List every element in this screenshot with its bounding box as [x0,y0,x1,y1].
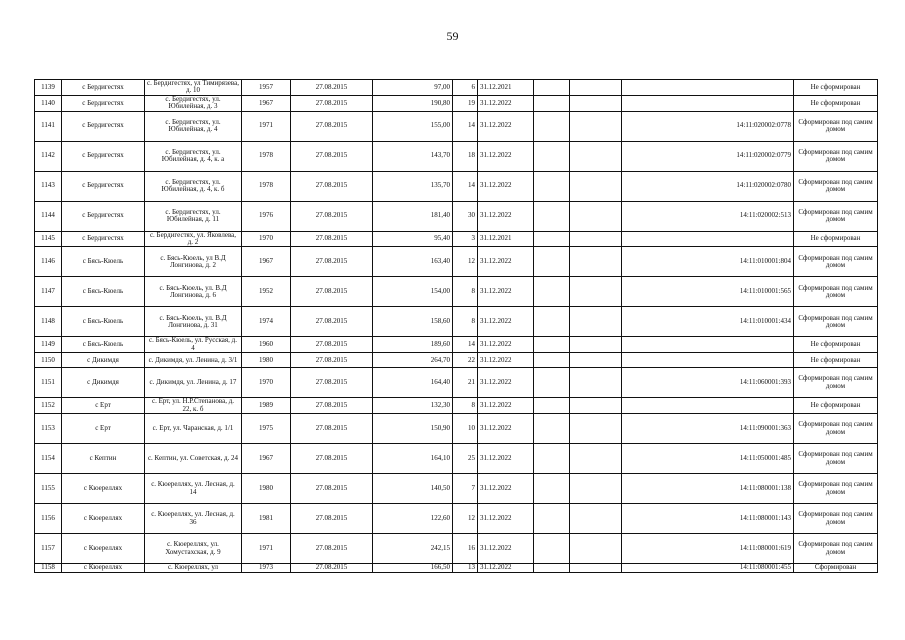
row-number-cell: 1155 [35,474,62,504]
address-cell: с. Ерт, ул. Чаранская, д. 1/1 [145,414,242,444]
count-cell: 14 [453,111,478,141]
count-cell: 19 [453,95,478,111]
count-cell: 14 [453,171,478,201]
empty-cell [570,504,622,534]
count-cell: 12 [453,504,478,534]
date-cell: 27.08.2015 [291,444,373,474]
date-cell: 27.08.2015 [291,368,373,398]
table-row [35,201,878,231]
village-cell: с Бердигестях [62,80,145,96]
year-cell: 1981 [242,504,291,534]
area-cell: 189,60 [373,337,453,353]
address-cell: с. Бясь-Кюель, ул. В.Д Лонгинова, д. 31 [145,307,242,337]
count-cell: 30 [453,201,478,231]
table-row [35,80,878,96]
count-cell: 6 [453,80,478,96]
count-cell: 3 [453,231,478,247]
row-number-cell: 1141 [35,111,62,141]
deadline-cell: 31.12.2022 [478,307,534,337]
year-cell: 1971 [242,111,291,141]
deadline-cell: 31.12.2022 [478,398,534,414]
area-cell: 164,40 [373,368,453,398]
row-number-cell: 1146 [35,247,62,277]
year-cell: 1980 [242,353,291,368]
village-cell: с Бердигестях [62,111,145,141]
village-cell: с Кептин [62,444,145,474]
year-cell: 1980 [242,474,291,504]
empty-cell [534,504,570,534]
count-cell: 13 [453,564,478,573]
cadastral-cell [622,95,794,111]
empty-cell [534,564,570,573]
empty-cell [570,95,622,111]
count-cell: 7 [453,474,478,504]
date-cell: 27.08.2015 [291,414,373,444]
status-cell: Сформирован под сaмим домом [794,414,878,444]
empty-cell [570,337,622,353]
row-number-cell: 1139 [35,80,62,96]
village-cell: с Бясь-Кюель [62,247,145,277]
status-cell: Не сформирован [794,231,878,247]
empty-cell [534,398,570,414]
table-row [35,277,878,307]
deadline-cell: 31.12.2022 [478,111,534,141]
address-cell: с. Кюереллях, ул. Лесная, д. 36 [145,504,242,534]
status-cell: Сформирован под сaмим домом [794,247,878,277]
cadastral-cell: 14:11:080001:143 [622,504,794,534]
status-cell: Сформирован под сaмим домом [794,277,878,307]
area-cell: 132,30 [373,398,453,414]
date-cell: 27.08.2015 [291,564,373,573]
deadline-cell: 31.12.2022 [478,337,534,353]
address-cell: с. Бердигестях, ул. Юбилейная, д. 4, к. б [145,171,242,201]
village-cell: с Ерт [62,414,145,444]
empty-cell [534,171,570,201]
village-cell: с Дикимдя [62,353,145,368]
address-cell: с. Бердигестях, ул Тимирязева, д. 10 [145,80,242,96]
year-cell: 1970 [242,368,291,398]
village-cell: с Бердигестях [62,201,145,231]
village-cell: с Бясь-Кюель [62,337,145,353]
area-cell: 164,10 [373,444,453,474]
empty-cell [570,564,622,573]
address-cell: с. Бердигестях, ул. Юбилейная, д. 3 [145,95,242,111]
year-cell: 1967 [242,95,291,111]
table-row [35,171,878,201]
empty-cell [570,141,622,171]
empty-cell [534,337,570,353]
deadline-cell: 31.12.2022 [478,247,534,277]
deadline-cell: 31.12.2021 [478,231,534,247]
deadline-cell: 31.12.2022 [478,353,534,368]
status-cell: Сформирован под сaмим домом [794,504,878,534]
year-cell: 1978 [242,171,291,201]
area-cell: 166,50 [373,564,453,573]
address-cell: с. Бердигестях, ул. Яковлева, д. 2 [145,231,242,247]
status-cell: Сформирован под сaмим домом [794,171,878,201]
address-cell: с. Кюереллях, ул. Лесная, д. 14 [145,474,242,504]
status-cell: Сформирован под сaмим домом [794,444,878,474]
address-cell: с. Бясь-Кюель, ул В.Д Лонгинова, д. 2 [145,247,242,277]
status-cell: Не сформирован [794,337,878,353]
cadastral-cell: 14:11:020002:0780 [622,171,794,201]
area-cell: 190,80 [373,95,453,111]
table-row [35,474,878,504]
row-number-cell: 1150 [35,353,62,368]
year-cell: 1970 [242,231,291,247]
count-cell: 12 [453,247,478,277]
empty-cell [534,414,570,444]
table-row [35,307,878,337]
empty-cell [570,368,622,398]
deadline-cell: 31.12.2022 [478,534,534,564]
year-cell: 1957 [242,80,291,96]
cadastral-cell: 14:11:050001:485 [622,444,794,474]
address-cell: с. Кюереллях, ул. Хомустахская, д. 9 [145,534,242,564]
count-cell: 16 [453,534,478,564]
date-cell: 27.08.2015 [291,307,373,337]
address-cell: с. Кептин, ул. Советская, д. 24 [145,444,242,474]
date-cell: 27.08.2015 [291,398,373,414]
deadline-cell: 31.12.2022 [478,414,534,444]
village-cell: с Бясь-Кюель [62,277,145,307]
table-row [35,353,878,368]
table-row [35,247,878,277]
status-cell: Сформирован под сaмим домом [794,141,878,171]
area-cell: 264,70 [373,353,453,368]
address-cell: с. Бердигестях, ул. Юбилейная, д. 11 [145,201,242,231]
village-cell: с Бердигестях [62,95,145,111]
area-cell: 135,70 [373,171,453,201]
count-cell: 18 [453,141,478,171]
year-cell: 1973 [242,564,291,573]
date-cell: 27.08.2015 [291,247,373,277]
address-cell: с. Бердигестях, ул. Юбилейная, д. 4 [145,111,242,141]
cadastral-cell: 14:11:010001:434 [622,307,794,337]
cadastral-cell: 14:11:080001:455 [622,564,794,573]
address-cell: с. Ерт, ул. Н.Р.Степанова, д. 22, к. б [145,398,242,414]
status-cell: Сформирован под сaмим домом [794,201,878,231]
empty-cell [570,534,622,564]
date-cell: 27.08.2015 [291,504,373,534]
row-number-cell: 1148 [35,307,62,337]
year-cell: 1960 [242,337,291,353]
deadline-cell: 31.12.2022 [478,504,534,534]
empty-cell [534,111,570,141]
area-cell: 242,15 [373,534,453,564]
row-number-cell: 1140 [35,95,62,111]
status-cell: Сформирован под сaмим домом [794,474,878,504]
empty-cell [570,80,622,96]
status-cell: Сформирован под сaмим домом [794,368,878,398]
date-cell: 27.08.2015 [291,474,373,504]
empty-cell [534,201,570,231]
row-number-cell: 1158 [35,564,62,573]
area-cell: 158,60 [373,307,453,337]
page-number: 59 [446,29,459,43]
empty-cell [534,444,570,474]
address-cell: с. Дикимдя, ул. Ленина, д. 3/1 [145,353,242,368]
cadastral-cell [622,337,794,353]
count-cell: 8 [453,307,478,337]
empty-cell [570,353,622,368]
village-cell: с Кюереллях [62,474,145,504]
registry-table [34,79,878,573]
deadline-cell: 31.12.2022 [478,201,534,231]
date-cell: 27.08.2015 [291,95,373,111]
status-cell: Сформирован под сaмим домом [794,307,878,337]
table-row [35,564,878,573]
area-cell: 163,40 [373,247,453,277]
empty-cell [570,171,622,201]
area-cell: 122,60 [373,504,453,534]
empty-cell [534,247,570,277]
year-cell: 1978 [242,141,291,171]
empty-cell [534,474,570,504]
village-cell: с Бердигестях [62,141,145,171]
cadastral-cell [622,398,794,414]
village-cell: с Бердигестях [62,171,145,201]
area-cell: 155,00 [373,111,453,141]
area-cell: 95,40 [373,231,453,247]
deadline-cell: 31.12.2022 [478,474,534,504]
count-cell: 21 [453,368,478,398]
status-cell: Не сформирован [794,398,878,414]
date-cell: 27.08.2015 [291,534,373,564]
count-cell: 25 [453,444,478,474]
table-row [35,337,878,353]
row-number-cell: 1157 [35,534,62,564]
status-cell: Не сформирован [794,80,878,96]
count-cell: 8 [453,277,478,307]
empty-cell [534,141,570,171]
area-cell: 97,00 [373,80,453,96]
table-row [35,111,878,141]
empty-cell [534,368,570,398]
table-row [35,398,878,414]
cadastral-cell: 14:11:090001:363 [622,414,794,444]
cadastral-cell: 14:11:020002:0779 [622,141,794,171]
empty-cell [570,247,622,277]
year-cell: 1967 [242,247,291,277]
empty-cell [570,201,622,231]
date-cell: 27.08.2015 [291,353,373,368]
deadline-cell: 31.12.2022 [478,171,534,201]
address-cell: с. Бясь-Кюель, ул. Русская, д. 4 [145,337,242,353]
year-cell: 1971 [242,534,291,564]
date-cell: 27.08.2015 [291,141,373,171]
status-cell: Не сформирован [794,353,878,368]
empty-cell [534,80,570,96]
row-number-cell: 1147 [35,277,62,307]
count-cell: 8 [453,398,478,414]
row-number-cell: 1152 [35,398,62,414]
date-cell: 27.08.2015 [291,201,373,231]
area-cell: 140,50 [373,474,453,504]
village-cell: с Бясь-Кюель [62,307,145,337]
empty-cell [534,534,570,564]
area-cell: 181,40 [373,201,453,231]
empty-cell [570,398,622,414]
date-cell: 27.08.2015 [291,171,373,201]
address-cell: с. Кюереллях, ул [145,564,242,573]
date-cell: 27.08.2015 [291,80,373,96]
empty-cell [570,444,622,474]
address-cell: с. Дикимдя, ул. Ленина, д. 17 [145,368,242,398]
cadastral-cell: 14:11:020002:513 [622,201,794,231]
table-row [35,231,878,247]
table-row [35,141,878,171]
year-cell: 1975 [242,414,291,444]
village-cell: с Кюереллях [62,564,145,573]
table-row [35,414,878,444]
row-number-cell: 1156 [35,504,62,534]
year-cell: 1967 [242,444,291,474]
area-cell: 154,00 [373,277,453,307]
village-cell: с Дикимдя [62,368,145,398]
table-row [35,534,878,564]
status-cell: Сформирован под сaмим домом [794,534,878,564]
cadastral-cell: 14:11:020002:0778 [622,111,794,141]
row-number-cell: 1144 [35,201,62,231]
row-number-cell: 1149 [35,337,62,353]
table-row [35,95,878,111]
village-cell: с Кюереллях [62,534,145,564]
area-cell: 150,90 [373,414,453,444]
village-cell: с Ерт [62,398,145,414]
deadline-cell: 31.12.2022 [478,368,534,398]
cadastral-cell: 14:11:010001:804 [622,247,794,277]
empty-cell [534,277,570,307]
count-cell: 22 [453,353,478,368]
table-row [35,368,878,398]
cadastral-cell: 14:11:080001:619 [622,534,794,564]
cadastral-cell: 14:11:080001:138 [622,474,794,504]
empty-cell [534,353,570,368]
status-cell: Сформирован под сaмим домом [794,111,878,141]
row-number-cell: 1153 [35,414,62,444]
date-cell: 27.08.2015 [291,277,373,307]
deadline-cell: 31.12.2021 [478,80,534,96]
empty-cell [534,231,570,247]
table-row [35,444,878,474]
empty-cell [570,307,622,337]
count-cell: 10 [453,414,478,444]
row-number-cell: 1145 [35,231,62,247]
table-row [35,504,878,534]
cadastral-cell: 14:11:010001:565 [622,277,794,307]
address-cell: с. Бясь-Кюель, ул. В.Д Лонгинова, д. 6 [145,277,242,307]
status-cell: Не сформирован [794,95,878,111]
cadastral-cell [622,80,794,96]
deadline-cell: 31.12.2022 [478,564,534,573]
count-cell: 14 [453,337,478,353]
year-cell: 1974 [242,307,291,337]
address-cell: с. Бердигестях, ул. Юбилейная, д. 4, к. а [145,141,242,171]
date-cell: 27.08.2015 [291,337,373,353]
area-cell: 143,70 [373,141,453,171]
date-cell: 27.08.2015 [291,111,373,141]
date-cell: 27.08.2015 [291,231,373,247]
village-cell: с Кюереллях [62,504,145,534]
empty-cell [570,277,622,307]
row-number-cell: 1143 [35,171,62,201]
deadline-cell: 31.12.2022 [478,141,534,171]
row-number-cell: 1151 [35,368,62,398]
year-cell: 1976 [242,201,291,231]
year-cell: 1989 [242,398,291,414]
village-cell: с Бердигестях [62,231,145,247]
year-cell: 1952 [242,277,291,307]
cadastral-cell: 14:11:060001:393 [622,368,794,398]
status-cell: Сформирован [794,564,878,573]
cadastral-cell [622,353,794,368]
empty-cell [570,111,622,141]
row-number-cell: 1154 [35,444,62,474]
deadline-cell: 31.12.2022 [478,444,534,474]
deadline-cell: 31.12.2022 [478,277,534,307]
empty-cell [534,307,570,337]
table-body [35,80,878,573]
cadastral-cell [622,231,794,247]
empty-cell [570,231,622,247]
row-number-cell: 1142 [35,141,62,171]
empty-cell [534,95,570,111]
deadline-cell: 31.12.2022 [478,95,534,111]
empty-cell [570,414,622,444]
empty-cell [570,474,622,504]
